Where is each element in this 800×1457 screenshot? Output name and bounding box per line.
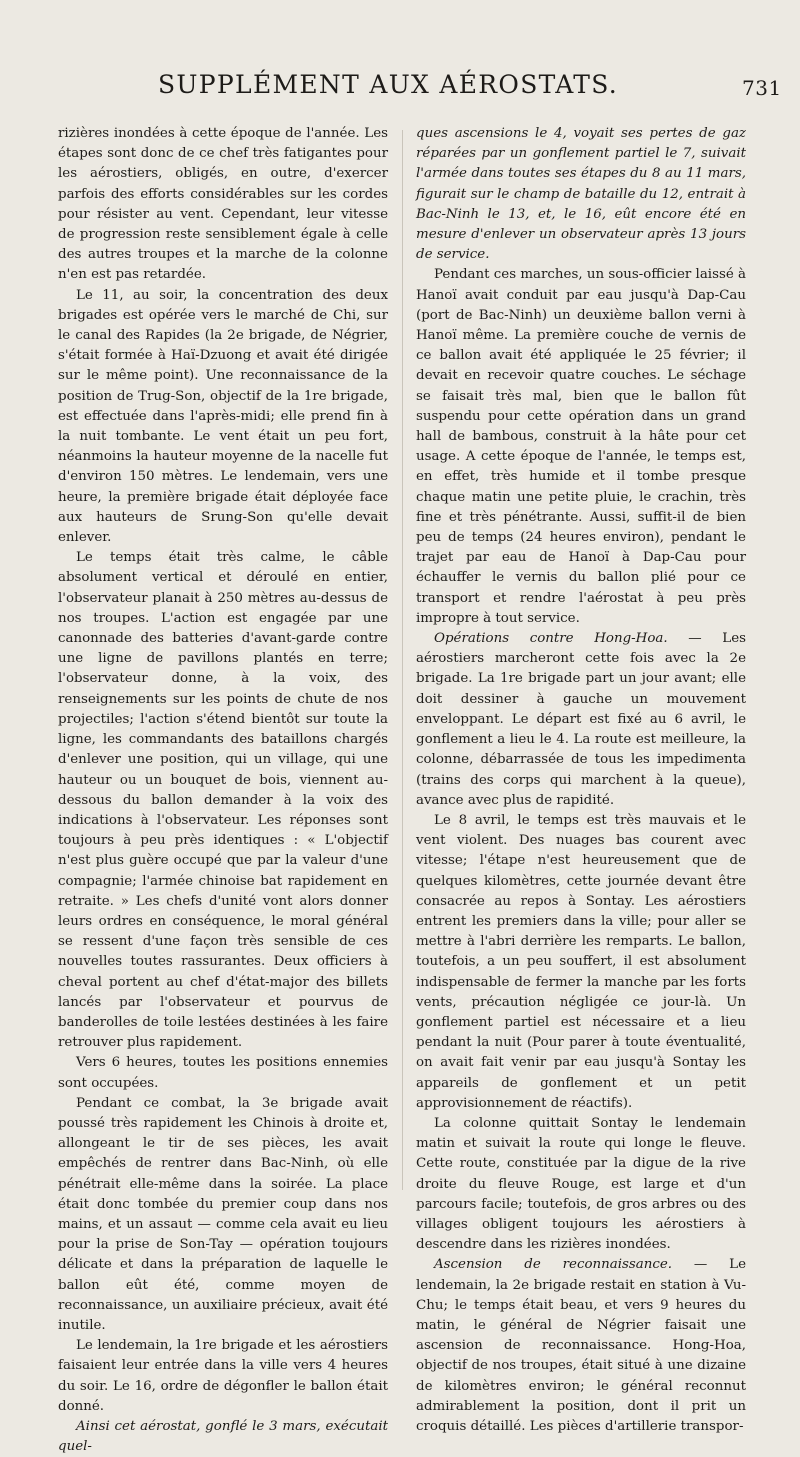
paragraph: Pendant ce combat, la 3e brigade avait poussé très rapidement les Chinois à droite et, allongeant le tir de ses pièces, les avait empêchés de rentrer dans Bac-Ninh, où elle pénétrait elle-même dans la soirée. La place était donc tombée du premier coup dans nos mains, et un assaut — comme cela avait eu lieu pour la prise de Son-Tay — opération toujours délicate et dans la préparation de laquelle le ballon eût été, comme moyen de reconnaissance, un auxiliaire précieux, avait été inutile. [58,1095,388,1333]
paragraph: Le 11, au soir, la concentration des deux brigades est opérée vers le marché de Chi, sur le canal des Rapides (la 2e brigade, de Négrier, s'était formée à Haï-Dzuong et avait été dirigée sur le même point). Une reconnaissance de la position de Trug-Son, objectif de la 1re brigade, est effectuée dans l'après-midi; elle prend fin à la nuit tombante. Le vent était un peu fort, néanmoins la hauteur moyenne de la nacelle fut d'environ 150 mètres. Le lendemain, vers une heure, la première brigade était déployée face aux hauteurs de Srung-Son qu'elle devait enlever. [58,287,388,546]
section-heading-operations: Opérations contre Hong-Hoa. [434,631,668,647]
paragraph-italic [58,1417,388,1457]
paragraph-text: — Les aérostiers marcheront cette fois avec la 2e brigade. La 1re brigade part un jour avant; elle doit dessiner à gauche un mouvement enveloppant. Le départ est fixé au 6 avril, le gonflement a lieu le 4. La route est meilleure, la colonne, débarrassée de tous les impedimenta (trains des corps qui marchent à la queue), avance avec plus de rapidité. [416,631,746,808]
running-title: SUPPLÉMENT AUX AÉROSTATS. [158,70,619,99]
section-heading-ascension: Ascension de reconnaissance. [434,1257,673,1273]
page-header [0,70,800,104]
italic-text: Ainsi cet aérostat, gonflé le 3 mars, exécutait quel- [58,1419,388,1455]
page-number: 731 [742,76,782,100]
column-divider [402,130,403,1190]
paragraph: Le 8 avril, le temps est très mauvais et le vent violent. Des nuages bas courent avec vitesse; l'étape n'est heureusement que de quelques kilomètres, cette journée devant être consacrée au repos à Sontay. Les aérostiers entrent les premiers dans la ville; pour aller se mettre à l'abri derrière les remparts. Le ballon, toutefois, a un peu souffert, il est absolument indispensable de fermer la manche par les forts vents, précaution négligée ce jour-là. Un gonflement partiel est nécessaire et a lieu pendant la nuit (Pour parer à toute éventualité, on avait fait venir par eau jusqu'à Sontay les appareils de gonflement et un petit approvisionnement de réactifs). [416,812,746,1111]
paragraph [416,629,746,811]
paragraph: Le lendemain, la 1re brigade et les aérostiers faisaient leur entrée dans la ville vers 4 heures du soir. Le 16, ordre de dégonfler le ballon était donné. [58,1338,388,1414]
paragraph-text: — Le lendemain, la 2e brigade restait en station à Vu-Chu; le temps était beau, et vers 9 heures du matin, le général de Négrier faisait une ascension de reconnaissance. Hong-Hoa, objectif de nos troupes, était situé à une dizaine de kilomètres environ; le général reconnut admirablement la position, dont il prit un croquis détaillé. Les pièces d'artillerie transpor- [416,1257,746,1434]
italic-text: ques ascensions le 4, voyait ses pertes de gaz réparées par un gonflement partiel le 7, suivait l'armée dans toutes ses étapes du 8 au 11 mars, figurait sur le champ de bataille du 12, entrait à Bac-Ninh le 13, et, le 16, eût encore été en mesure d'enlever un observateur après 13 jours de service. [416,126,746,263]
paragraph [416,1255,746,1437]
paragraph: Pendant ces marches, un sous-officier laissé à Hanoï avait conduit par eau jusqu'à Dap-Cau (port de Bac-Ninh) un deuxième ballon verni à Hanoï même. La première couche de vernis de ce ballon avait été appliquée le 25 février; il devait en recevoir quatre couches. Le séchage se faisait très mal, bien que le ballon fût suspendu pour cette opération dans un grand hall de bambous, construit à la hâte pour cet usage. A cette époque de l'année, le temps est, en effet, très humide et il tombe presque chaque matin une petite pluie, le crachin, très fine et très pénétrante. Aussi, suffit-il de bien peu de temps (24 heures environ), pendant le trajet par eau de Hanoï à Dap-Cau pour échauffer le vernis du ballon plié pour ce transport et rendre l'aérostat à peu près impropre à tout service. [416,267,746,626]
paragraph: Vers 6 heures, toutes les positions ennemies sont occupées. [58,1055,388,1091]
paragraph: rizières inondées à cette époque de l'année. Les étapes sont donc de ce chef très fatigantes pour les aérostiers, obligés, en outre, d'exercer parfois des efforts considérables sur les cordes pour résister au vent. Cependant, leur vitesse de progression reste sensiblement égale à celle des autres troupes et la marche de la colonne n'en est pas retardée. [58,126,388,283]
right-column [416,124,746,1437]
paragraph: Le temps était très calme, le câble absolument vertical et déroulé en entier, l'observateur planait à 250 mètres au-dessus de nos troupes. L'action est engagée par une canonnade des batteries d'avant-garde contre une ligne de pavillons plantés en terre; l'observateur donne, à la voix, des renseignements sur les points de chute de nos projectiles; l'action s'étend bientôt sur toute la ligne, les commandants des bataillons chargés d'enlever une position, qui un village, qui une hauteur ou un bouquet de bois, viennent au-dessous du ballon demander à la voix des indications à l'observateur. Les réponses sont toujours à peu près identiques : « L'objectif n'est plus guère occupé que par la valeur d'une compagnie; l'armée chinoise bat rapidement en retraite. » Les chefs d'unité vont alors donner leurs ordres en conséquence, le moral général se ressent d'une façon très sensible de ces nouvelles toutes rassurantes. Deux officiers à cheval portent au chef d'état-major des billets lancés par l'observateur et pourvus de banderolles de toile lestées destinées à les faire retrouver plus rapidement. [58,550,388,1051]
paragraph-italic [416,124,746,265]
paragraph: La colonne quittait Sontay le lendemain matin et suivait la route qui longe le fleuve. Cette route, constituée par la digue de la rive droite du fleuve Rouge, est large et d'un parcours facile; toutefois, de gros arbres ou des villages obligent toujours les aérostiers à descendre dans les rizières inondées. [416,1115,746,1253]
left-column [58,124,388,1457]
